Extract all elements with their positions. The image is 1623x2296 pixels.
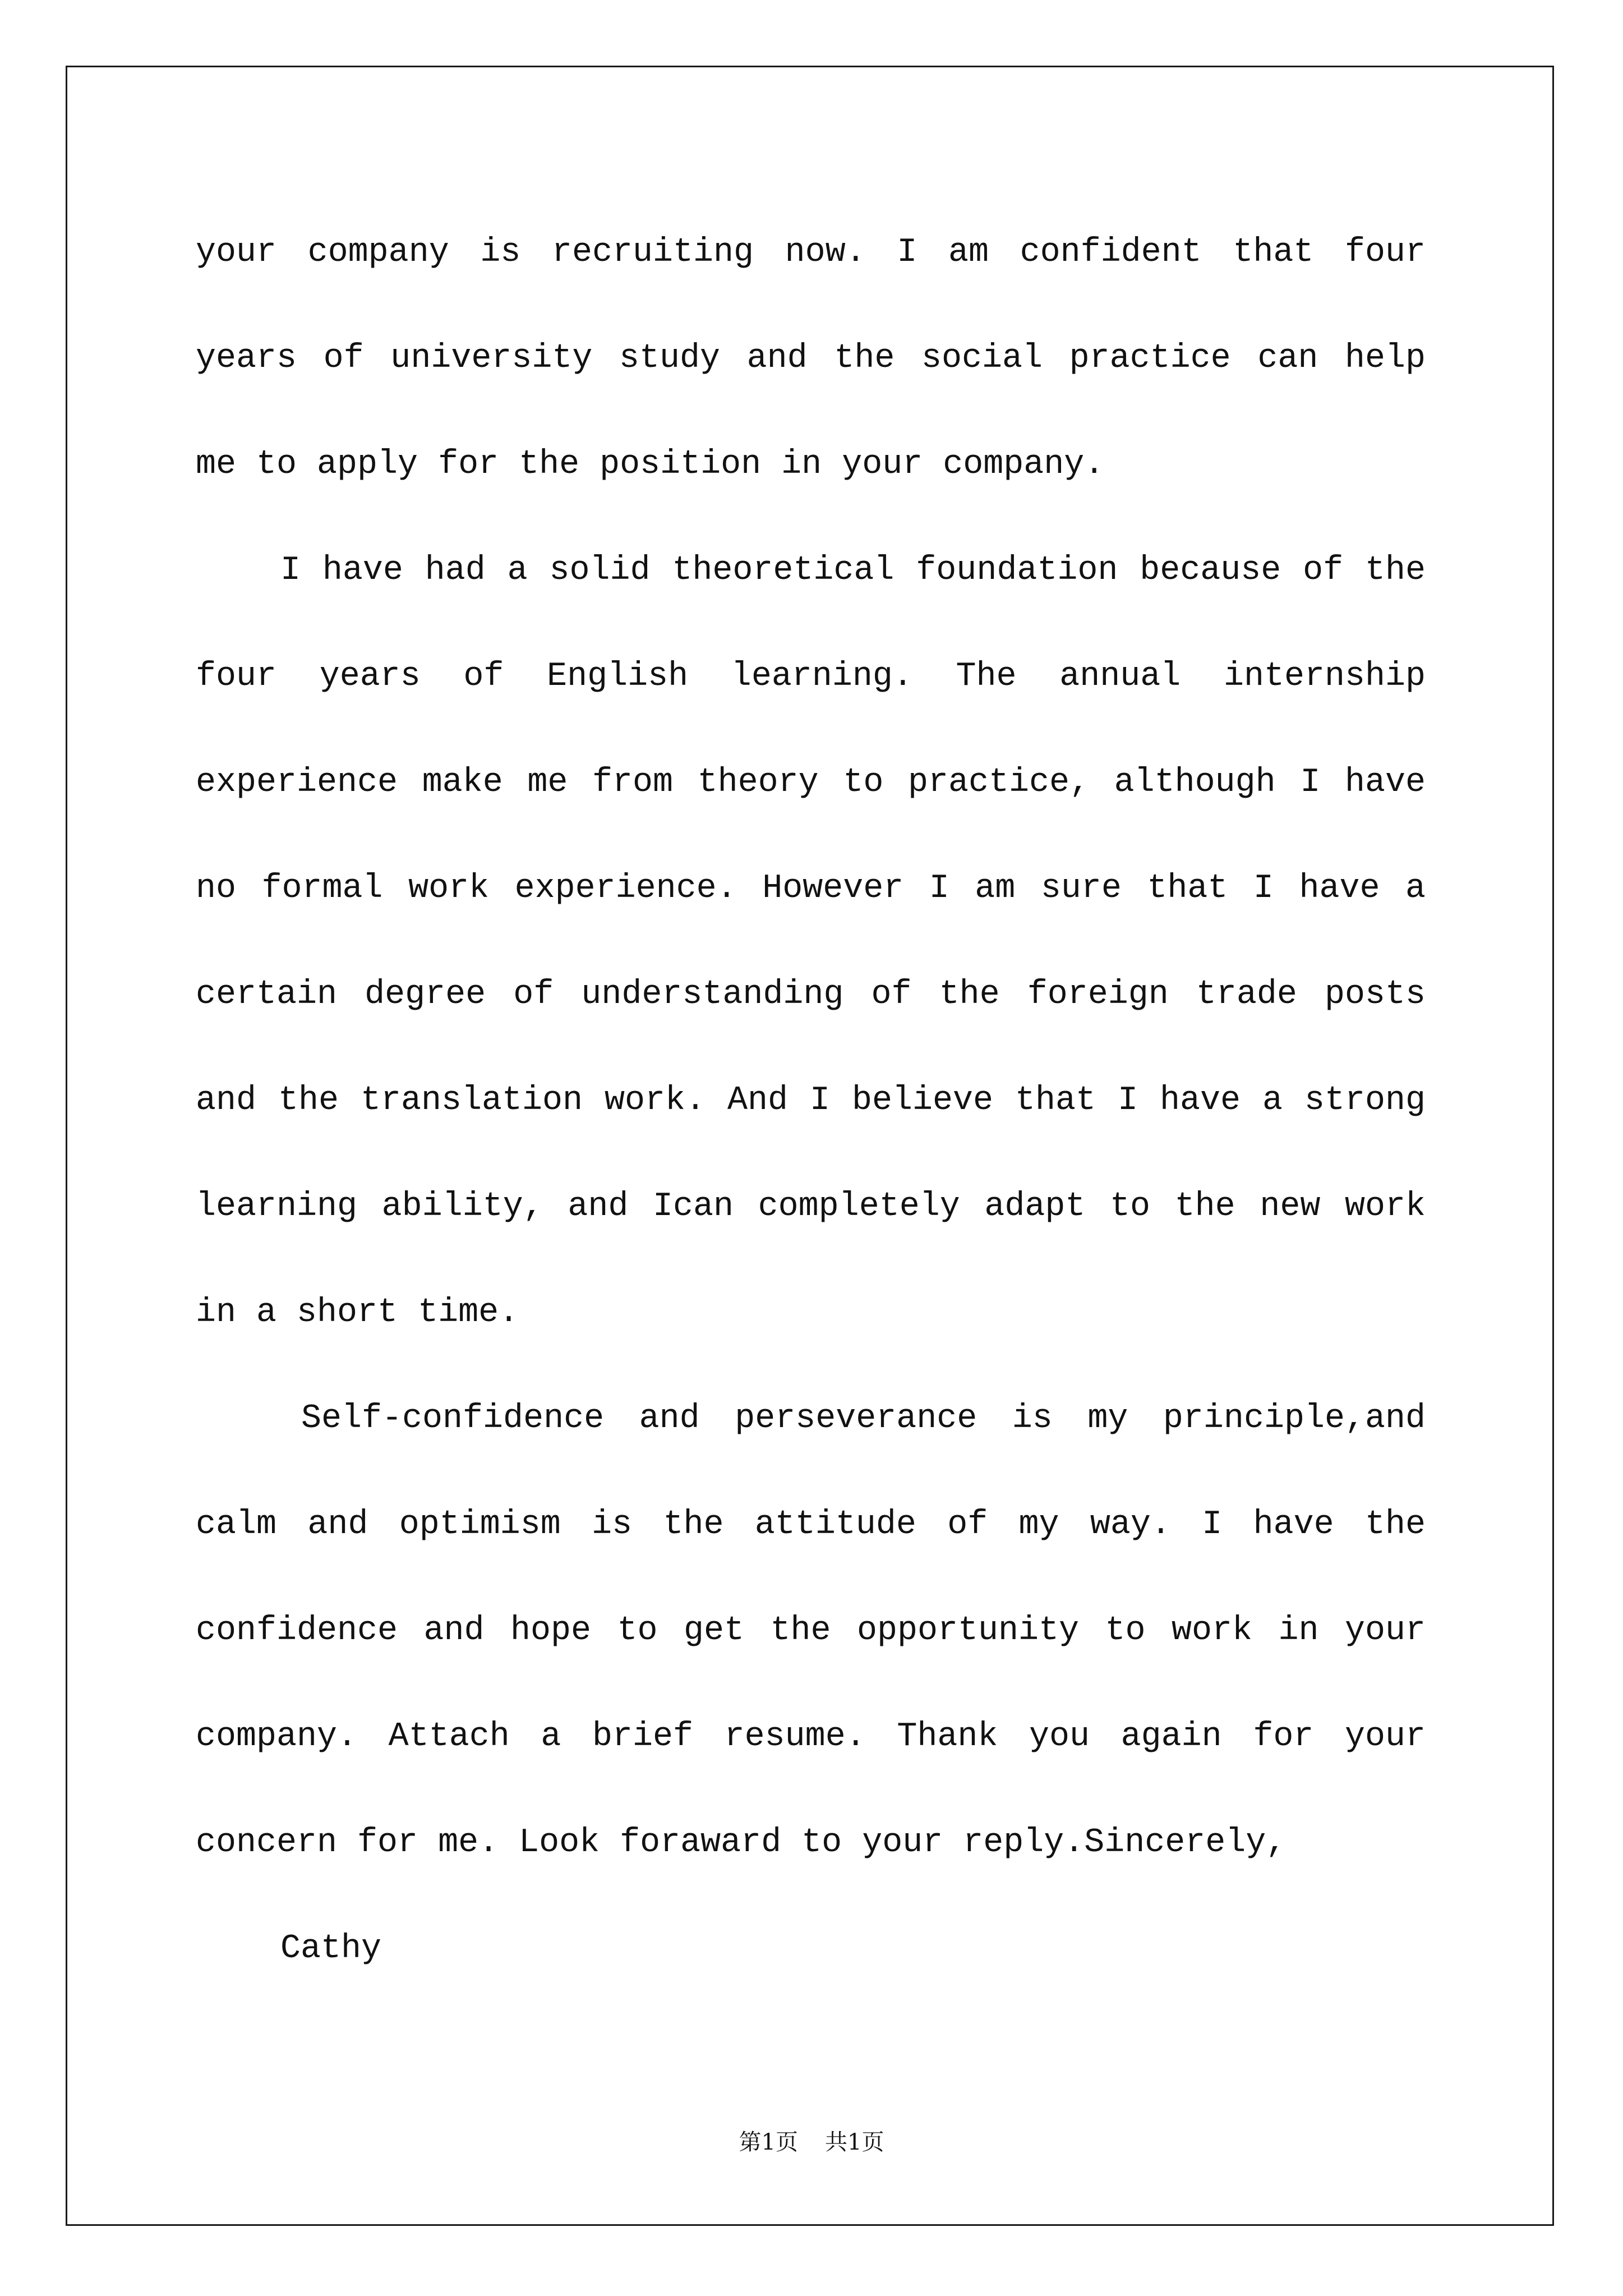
text-line: learning ability, and Ican completely adapt to the new work	[196, 1188, 1426, 1226]
text-line: years of university study and the social practice can help	[196, 339, 1426, 378]
text-line: confidence and hope to get the opportunity to work in your	[196, 1612, 1426, 1650]
signature-paragraph	[196, 1896, 1426, 2002]
letter-body	[196, 200, 1426, 2002]
signature-name: Cathy	[280, 1930, 382, 1968]
paragraph	[196, 518, 1426, 1366]
paragraph	[196, 1366, 1426, 1896]
text-line: I have had a solid theoretical foundation because of the	[280, 551, 1426, 590]
page-total: 共1页	[825, 2129, 884, 2155]
text-line: four years of English learning. The annual internship	[196, 657, 1426, 696]
text-line: calm and optimism is the attitude of my way. I have the	[196, 1506, 1426, 1544]
text-line: in a short time.	[196, 1294, 519, 1332]
text-line: experience make me from theory to practice, although I have	[196, 763, 1426, 802]
text-line: no formal work experience. However I am sure that I have a	[196, 869, 1426, 908]
text-line: company. Attach a brief resume. Thank you again for your	[196, 1718, 1426, 1756]
text-line: and the translation work. And I believe that I have a strong	[196, 1082, 1426, 1120]
paragraph	[196, 200, 1426, 518]
text-line: concern for me. Look foraward to your reply.Sincerely,	[196, 1824, 1287, 1862]
text-line: certain degree of understanding of the foreign trade posts	[196, 976, 1426, 1014]
page-number: 第1页	[739, 2129, 798, 2155]
text-line: me to apply for the position in your company.	[196, 445, 1105, 484]
text-line: Self-confidence and perseverance is my principle,and	[301, 1400, 1426, 1438]
text-line: your company is recruiting now. I am confident that four	[196, 233, 1426, 272]
page-footer	[0, 2125, 1623, 2159]
